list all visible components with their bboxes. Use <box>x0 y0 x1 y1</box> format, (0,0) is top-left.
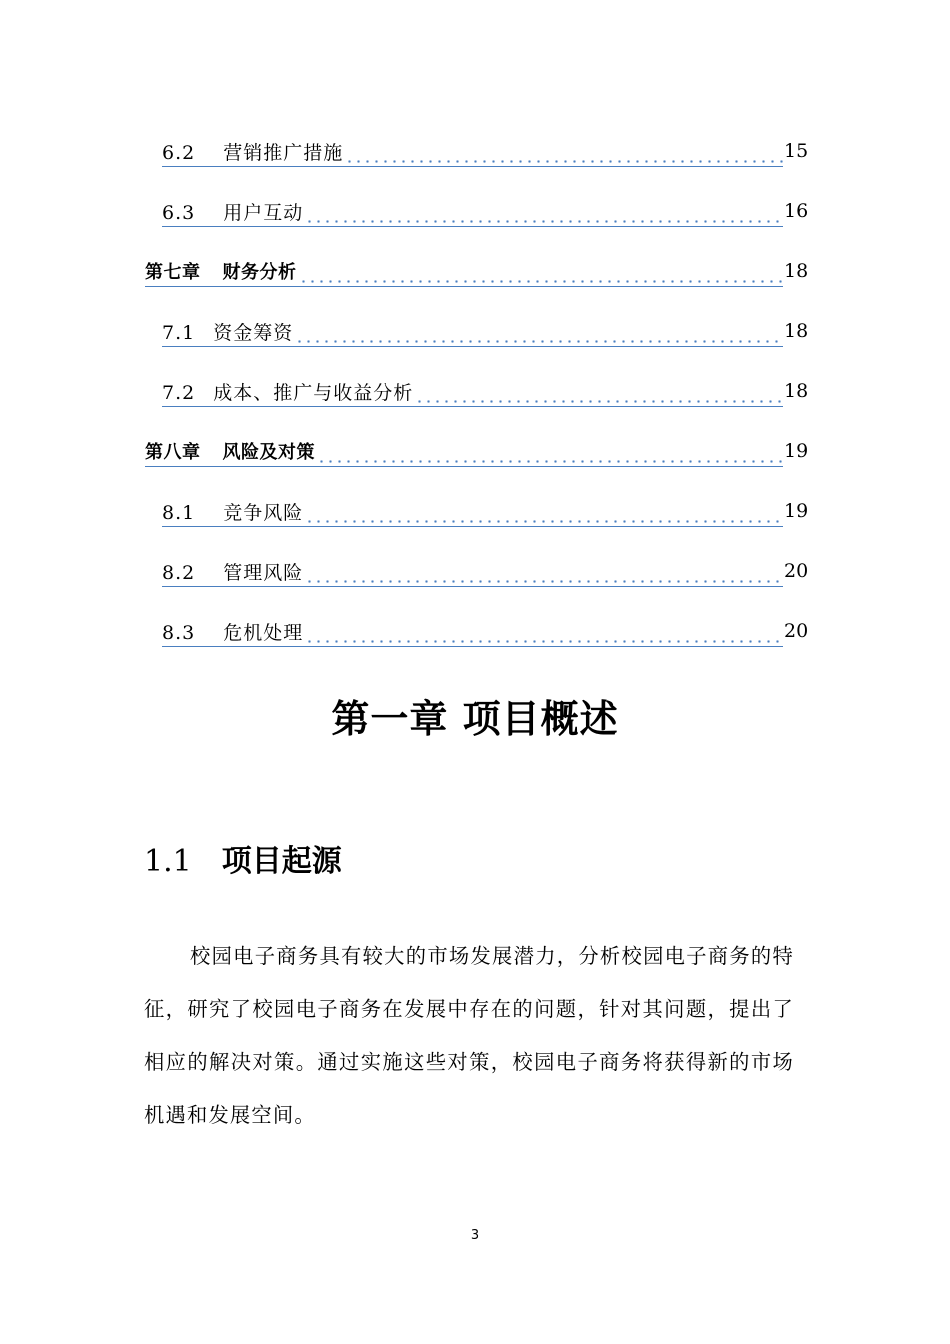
toc-entry[interactable] <box>0 258 950 288</box>
dot-leader <box>305 220 783 223</box>
toc-link[interactable] <box>162 198 783 227</box>
toc-title: 营销推广措施 <box>223 142 344 164</box>
toc-number: 第七章 <box>145 262 201 283</box>
toc-link[interactable] <box>162 558 783 587</box>
toc-entry[interactable] <box>0 498 950 528</box>
toc-page-number: 18 <box>784 260 809 282</box>
toc-label <box>162 380 413 406</box>
toc-title: 危机处理 <box>223 622 304 644</box>
toc-title: 风险及对策 <box>222 442 315 463</box>
section-title: 项目起源 <box>221 844 342 879</box>
toc-number: 7.1 <box>162 322 196 344</box>
dot-leader <box>317 460 783 463</box>
toc-label <box>162 500 303 526</box>
toc-entry[interactable] <box>0 378 950 408</box>
toc-title: 管理风险 <box>223 562 304 584</box>
toc-entry[interactable] <box>0 318 950 348</box>
toc-page-number: 20 <box>784 620 809 642</box>
body-paragraph: 校园电子商务具有较大的市场发展潜力，分析校园电子商务的特征，研究了校园电子商务在发展中存在的问题，针对其问题，提出了相应的解决对策。通过实施这些对策，校园电子商务将获得新的市场机遇和发展空间。 <box>144 944 794 1127</box>
toc-page-number: 19 <box>784 500 809 522</box>
dot-leader <box>305 520 783 523</box>
dot-leader <box>415 400 783 403</box>
toc-link[interactable] <box>162 138 783 167</box>
toc-label <box>162 560 303 586</box>
chapter-title: 第一章 项目概述 <box>331 697 619 741</box>
toc-page-number: 15 <box>784 140 809 162</box>
section-heading <box>144 836 342 880</box>
toc-link[interactable] <box>162 498 783 527</box>
toc-entry[interactable] <box>0 438 950 468</box>
toc-title: 用户互动 <box>223 202 304 224</box>
section-number: 1.1 <box>144 844 192 879</box>
toc-number: 6.2 <box>162 142 196 164</box>
toc-entry[interactable] <box>0 198 950 228</box>
toc-link[interactable] <box>145 438 783 467</box>
page-number: 3 <box>470 1228 480 1243</box>
toc-title: 成本、推广与收益分析 <box>213 382 414 404</box>
toc-entry[interactable] <box>0 138 950 168</box>
toc-label <box>162 200 303 226</box>
toc-entry[interactable] <box>0 558 950 588</box>
toc-number: 8.1 <box>162 502 196 524</box>
toc-number: 8.2 <box>162 562 196 584</box>
dot-leader <box>305 640 783 643</box>
toc-entry[interactable] <box>0 618 950 648</box>
toc-number: 8.3 <box>162 622 196 644</box>
toc-page-number: 20 <box>784 560 809 582</box>
dot-leader <box>299 280 784 283</box>
toc-page-number: 18 <box>784 320 809 342</box>
toc-page-number: 19 <box>784 440 809 462</box>
toc-number: 7.2 <box>162 382 196 404</box>
toc-page-number: 18 <box>784 380 809 402</box>
toc-link[interactable] <box>145 258 783 287</box>
toc-link[interactable] <box>162 318 783 347</box>
toc-number: 6.3 <box>162 202 196 224</box>
toc-link[interactable] <box>162 378 783 407</box>
toc-number: 第八章 <box>145 442 201 463</box>
toc-title: 竞争风险 <box>223 502 304 524</box>
toc-label <box>162 620 303 646</box>
dot-leader <box>345 160 783 163</box>
toc-page-number: 16 <box>784 200 809 222</box>
toc-label <box>162 140 343 166</box>
toc-link[interactable] <box>162 618 783 647</box>
toc-label <box>145 260 297 286</box>
dot-leader <box>295 340 783 343</box>
toc-label <box>145 440 315 466</box>
dot-leader <box>305 580 783 583</box>
toc-label <box>162 320 293 346</box>
toc-title: 财务分析 <box>222 262 297 283</box>
toc-title: 资金筹资 <box>213 322 294 344</box>
